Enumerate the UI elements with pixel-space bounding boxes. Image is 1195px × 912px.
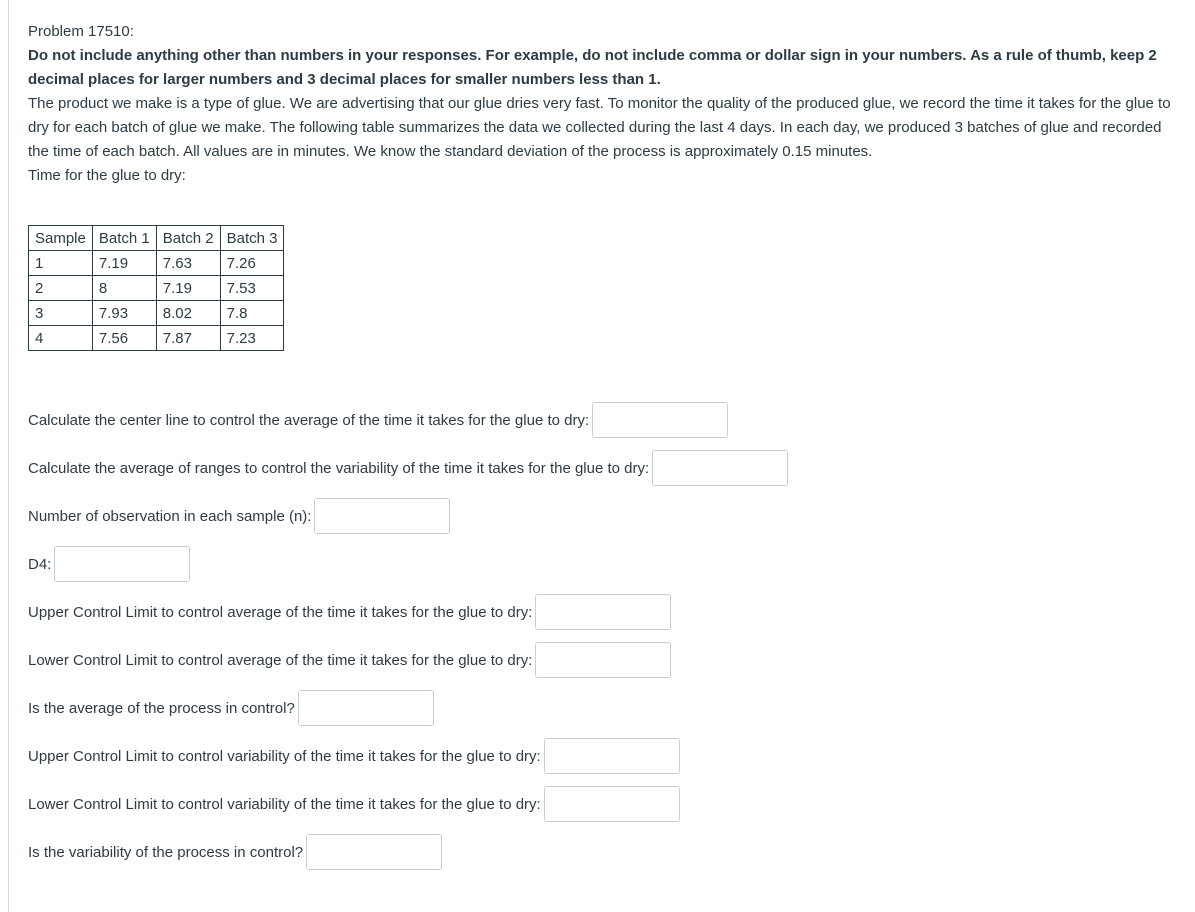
table-row [29, 276, 284, 301]
question-sample-size [28, 497, 450, 535]
glue-dry-time-table [28, 225, 284, 351]
question-average-in-control [28, 689, 434, 727]
center-line-input[interactable] [592, 402, 728, 438]
ucl-average-label: Upper Control Limit to control average of the time it takes for the glue to dry: [28, 603, 533, 621]
average-ranges-label: Calculate the average of ranges to control the variability of the time it takes for the glue to dry: [28, 459, 650, 477]
table-cell: 1 [29, 251, 93, 276]
ucl-variability-label: Upper Control Limit to control variability of the time it takes for the glue to dry: [28, 747, 541, 765]
left-border [8, 0, 9, 912]
d4-input[interactable] [54, 546, 190, 582]
lcl-average-label: Lower Control Limit to control average of the time it takes for the glue to dry: [28, 651, 533, 669]
sample-size-input[interactable] [314, 498, 450, 534]
question-lcl-average [28, 641, 671, 679]
table-caption: Time for the glue to dry: [28, 167, 186, 184]
problem-description: The product we make is a type of glue. We are advertising that our glue dries very fast. To monitor the quality of the produced glue, we record the time it takes for the glue to dry for each batch of glue we make. The following table summarizes the data we collected during the last 4 days. In each day, we produced 3 batches of glue and recorded the time of each batch. All values are in minutes. We know the standard deviation of the process is approximately 0.15 minutes. [28, 95, 1171, 160]
table-cell: 7.23 [220, 326, 284, 351]
table-cell: 7.19 [156, 276, 220, 301]
header-batch-3: Batch 3 [220, 226, 284, 251]
table-cell: 2 [29, 276, 93, 301]
table-row [29, 251, 284, 276]
lcl-variability-label: Lower Control Limit to control variability of the time it takes for the glue to dry: [28, 795, 541, 813]
table-cell: 3 [29, 301, 93, 326]
table-cell: 8 [92, 276, 156, 301]
table-cell: 7.26 [220, 251, 284, 276]
lcl-variability-input[interactable] [544, 786, 680, 822]
header-batch-1: Batch 1 [92, 226, 156, 251]
ucl-average-input[interactable] [535, 594, 671, 630]
question-d4 [28, 545, 190, 583]
table-row [29, 326, 284, 351]
question-average-ranges [28, 449, 788, 487]
table-header-row [29, 226, 284, 251]
question-ucl-average [28, 593, 671, 631]
center-line-label: Calculate the center line to control the average of the time it takes for the glue to dry: [28, 411, 590, 429]
table-cell: 7.19 [92, 251, 156, 276]
header-batch-2: Batch 2 [156, 226, 220, 251]
table-cell: 7.53 [220, 276, 284, 301]
table-cell: 7.93 [92, 301, 156, 326]
average-ranges-input[interactable] [652, 450, 788, 486]
problem-text [28, 20, 1178, 188]
table-cell: 7.87 [156, 326, 220, 351]
table-cell: 7.63 [156, 251, 220, 276]
table-row [29, 301, 284, 326]
sample-size-label: Number of observation in each sample (n): [28, 507, 312, 525]
variability-in-control-label: Is the variability of the process in control? [28, 843, 304, 861]
problem-title: Problem 17510: [28, 23, 134, 40]
variability-in-control-input[interactable] [306, 834, 442, 870]
question-ucl-variability [28, 737, 680, 775]
ucl-variability-input[interactable] [544, 738, 680, 774]
average-in-control-input[interactable] [298, 690, 434, 726]
table-cell: 7.8 [220, 301, 284, 326]
table-cell: 8.02 [156, 301, 220, 326]
d4-label: D4: [28, 555, 52, 573]
question-lcl-variability [28, 785, 680, 823]
lcl-average-input[interactable] [535, 642, 671, 678]
average-in-control-label: Is the average of the process in control? [28, 699, 295, 717]
table-cell: 7.56 [92, 326, 156, 351]
table-cell: 4 [29, 326, 93, 351]
instructions: Do not include anything other than numbers in your responses. For example, do not include comma or dollar sign in your numbers. As a rule of thumb, keep 2 decimal places for larger numbers and 3 decimal places for smaller numbers less than 1. [28, 47, 1157, 88]
header-sample: Sample [29, 226, 93, 251]
question-center-line [28, 401, 728, 439]
question-variability-in-control [28, 833, 442, 871]
